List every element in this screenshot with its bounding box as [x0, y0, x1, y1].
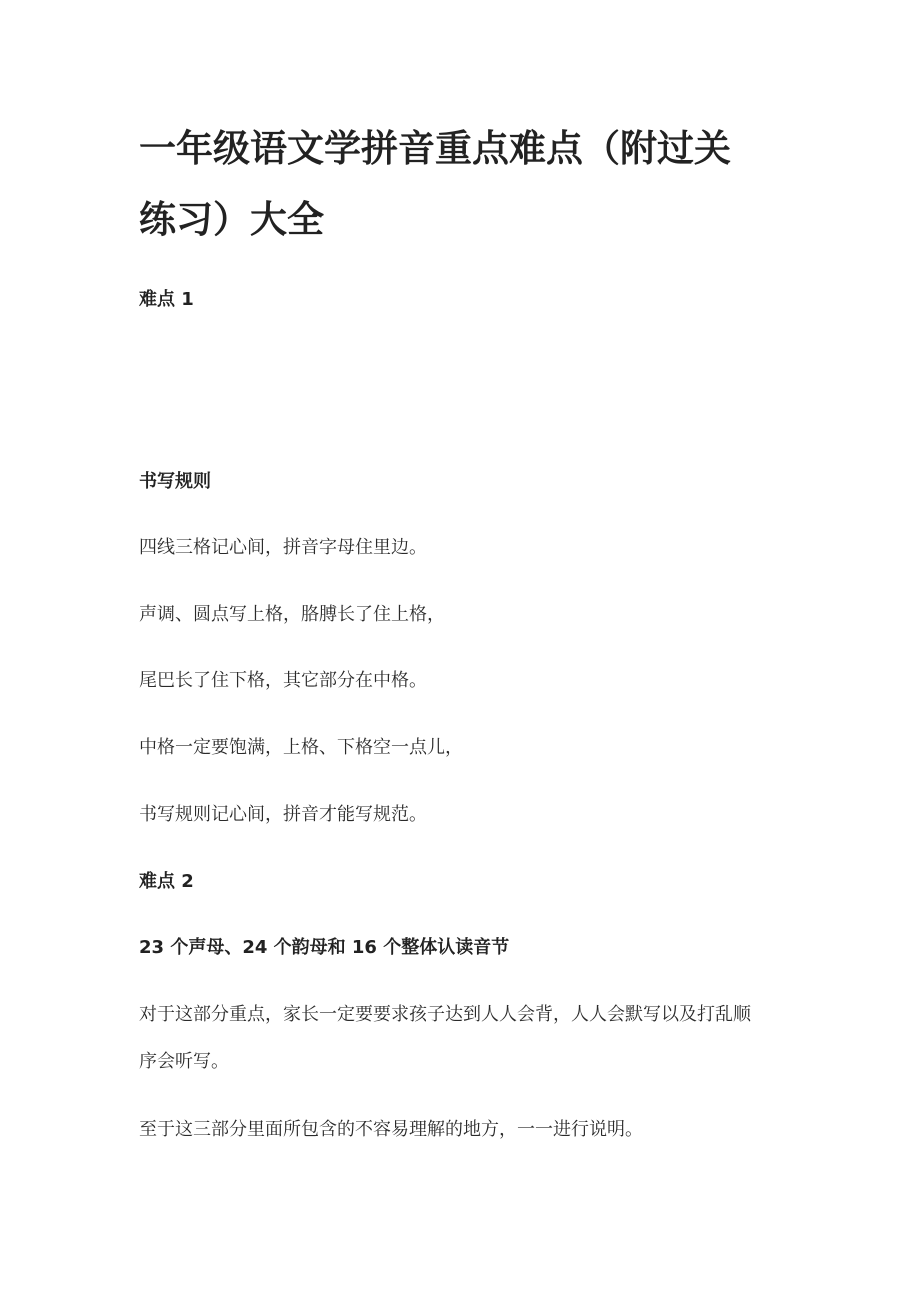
document-title-line-1: 一年级语文学拼音重点难点（附过关	[139, 127, 731, 170]
document-title-line-2: 练习）大全	[139, 198, 324, 241]
rule-line-2: 声调、圆点写上格，胳膊长了住上格，	[139, 604, 445, 625]
rule-line-1: 四线三格记心间，拼音字母住里边。	[139, 537, 427, 558]
paragraph-1-line-2: 序会听写。	[139, 1051, 229, 1072]
section-1-heading: 难点 1	[139, 289, 194, 310]
section-2-heading: 难点 2	[139, 871, 194, 892]
paragraph-1-line-1: 对于这部分重点，家长一定要要求孩子达到人人会背，人人会默写以及打乱顺	[139, 1004, 751, 1025]
rule-line-5: 书写规则记心间，拼音才能写规范。	[139, 804, 427, 825]
section-1-subheading: 书写规则	[139, 471, 211, 492]
rule-line-3: 尾巴长了住下格，其它部分在中格。	[139, 670, 427, 691]
paragraph-2: 至于这三部分里面所包含的不容易理解的地方，一一进行说明。	[139, 1119, 643, 1140]
rule-line-4: 中格一定要饱满，上格、下格空一点儿，	[139, 737, 463, 758]
section-2-subheading: 23 个声母、24 个韵母和 16 个整体认读音节	[139, 937, 510, 958]
